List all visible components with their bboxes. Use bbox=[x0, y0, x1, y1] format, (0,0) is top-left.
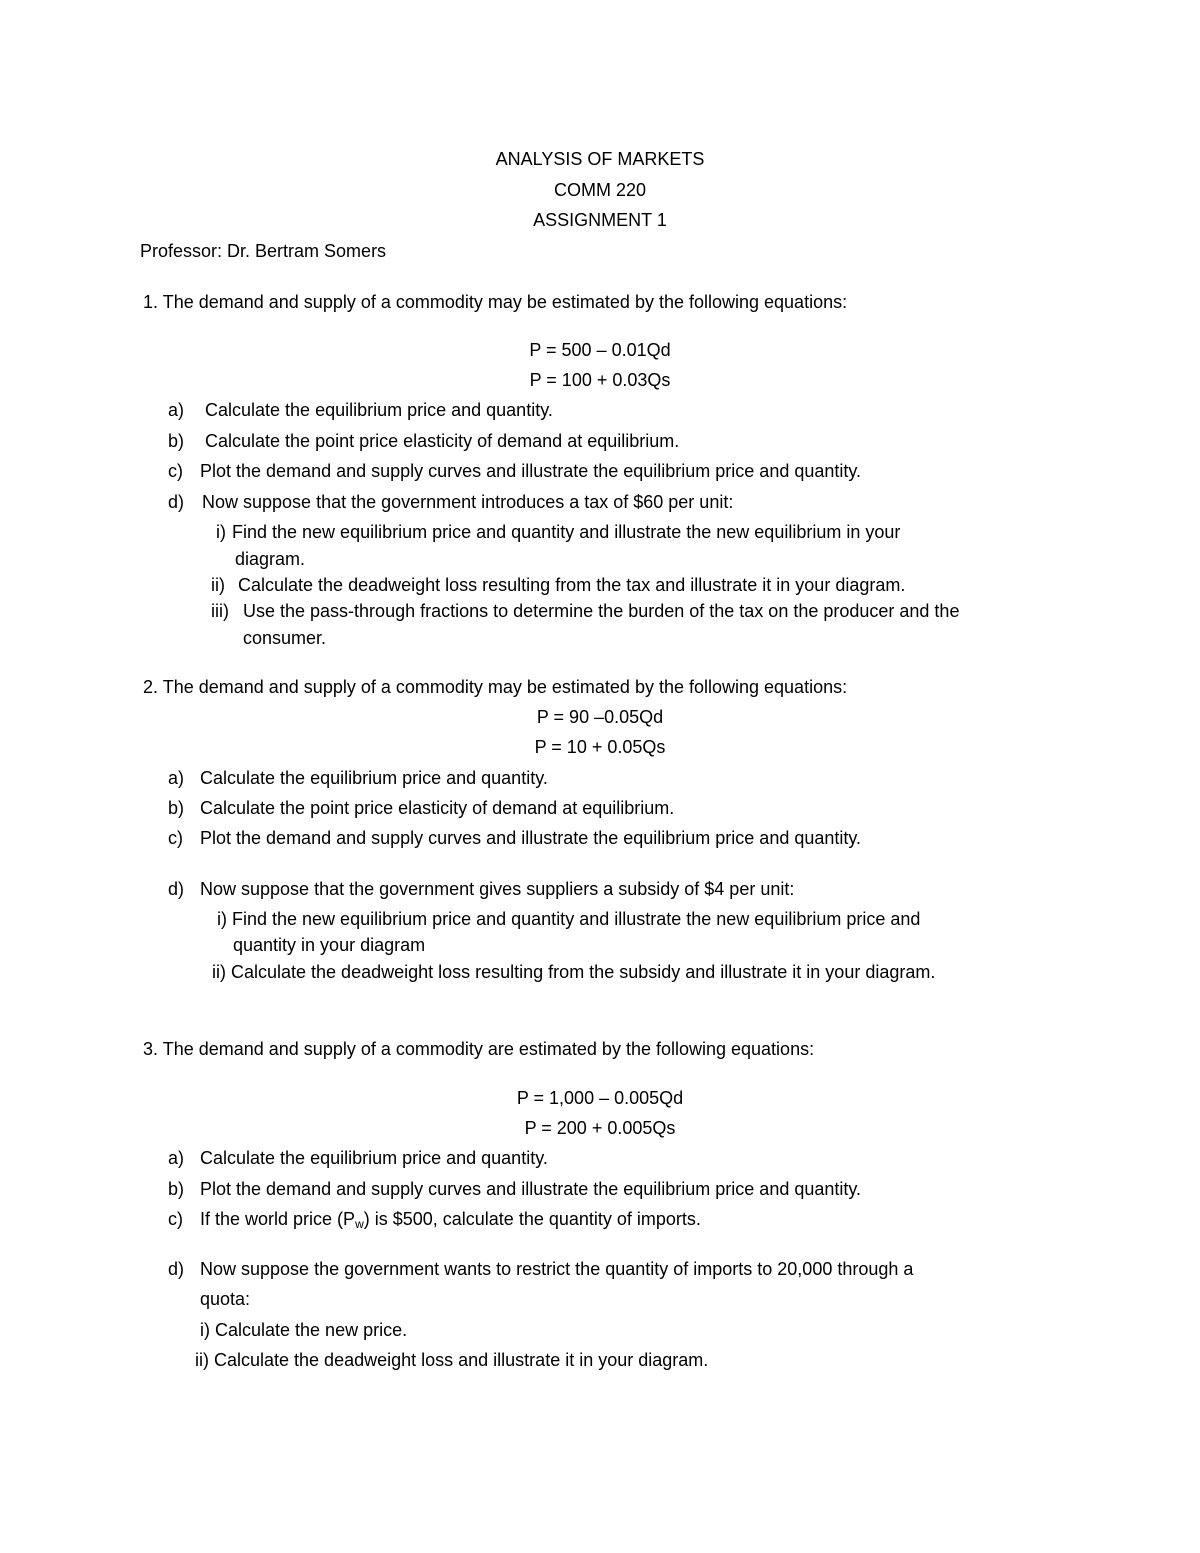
professor-line: Professor: Dr. Bertram Somers bbox=[140, 241, 387, 261]
q1-demand-equation: P = 500 – 0.01Qd bbox=[529, 340, 671, 360]
q2-stem-line bbox=[143, 676, 847, 698]
q1-d-iii-label: iii) bbox=[211, 601, 229, 621]
q3-c-label: c) bbox=[168, 1209, 183, 1229]
q1-stem: The demand and supply of a commodity may be estimated by the following equations: bbox=[162, 292, 848, 312]
q3-a-label: a) bbox=[168, 1148, 185, 1168]
q1-d-ii-label: ii) bbox=[211, 575, 225, 595]
q3-d-text-2: quota: bbox=[200, 1289, 251, 1309]
q3-c-subscript: w bbox=[355, 1217, 364, 1231]
q1-a-label: a) bbox=[168, 400, 185, 420]
q3-c-text bbox=[200, 1208, 701, 1230]
q1-d-iii-text-2: consumer. bbox=[243, 628, 327, 648]
q1-number: 1. bbox=[143, 292, 159, 312]
q2-d-i-text-1: i) Find the new equilibrium price and quantity and illustrate the new equilibrium price and bbox=[217, 909, 921, 929]
q2-d-text: Now suppose that the government gives suppliers a subsidy of $4 per unit: bbox=[200, 879, 795, 899]
q1-c-text: Plot the demand and supply curves and illustrate the equilibrium price and quantity. bbox=[200, 461, 862, 481]
assignment-title: ASSIGNMENT 1 bbox=[533, 210, 667, 230]
q3-d-label: d) bbox=[168, 1259, 185, 1279]
q3-supply-equation: P = 200 + 0.005Qs bbox=[524, 1118, 676, 1138]
q1-d-text: Now suppose that the government introduces a tax of $60 per unit: bbox=[202, 492, 734, 512]
q1-supply-equation: P = 100 + 0.03Qs bbox=[529, 370, 671, 390]
q1-d-iii-text-1: Use the pass-through fractions to determine the burden of the tax on the producer and the bbox=[243, 601, 960, 621]
q1-a-text: Calculate the equilibrium price and quantity. bbox=[205, 400, 553, 420]
q1-stem-line bbox=[143, 291, 847, 313]
q3-b-text: Plot the demand and supply curves and illustrate the equilibrium price and quantity. bbox=[200, 1179, 862, 1199]
q3-b-label: b) bbox=[168, 1179, 185, 1199]
q2-a-label: a) bbox=[168, 768, 185, 788]
q3-number: 3. bbox=[143, 1039, 159, 1059]
q3-c-text-post: ) is $500, calculate the quantity of imports. bbox=[363, 1209, 701, 1229]
q3-demand-equation: P = 1,000 – 0.005Qd bbox=[516, 1088, 684, 1108]
q1-c-label: c) bbox=[168, 461, 183, 481]
q2-d-ii-text: ii) Calculate the deadweight loss resulting from the subsidy and illustrate it in your diagram. bbox=[212, 962, 936, 982]
q1-d-label: d) bbox=[168, 492, 185, 512]
q2-number: 2. bbox=[143, 677, 159, 697]
q3-stem: The demand and supply of a commodity are estimated by the following equations: bbox=[162, 1039, 815, 1059]
q3-d-text-1: Now suppose the government wants to restrict the quantity of imports to 20,000 through a bbox=[200, 1259, 914, 1279]
q3-d-ii-text: ii) Calculate the deadweight loss and illustrate it in your diagram. bbox=[195, 1350, 709, 1370]
q2-a-text: Calculate the equilibrium price and quantity. bbox=[200, 768, 548, 788]
q1-b-label: b) bbox=[168, 431, 185, 451]
q3-a-text: Calculate the equilibrium price and quantity. bbox=[200, 1148, 548, 1168]
q3-c-text-pre: If the world price (P bbox=[200, 1209, 356, 1229]
document-title: ANALYSIS OF MARKETS bbox=[495, 149, 705, 169]
q2-c-text: Plot the demand and supply curves and illustrate the equilibrium price and quantity. bbox=[200, 828, 862, 848]
q1-d-i-text-1: Find the new equilibrium price and quantity and illustrate the new equilibrium in your bbox=[232, 522, 901, 542]
q2-d-i-text-2: quantity in your diagram bbox=[233, 935, 426, 955]
q2-supply-equation: P = 10 + 0.05Qs bbox=[534, 737, 666, 757]
q2-c-label: c) bbox=[168, 828, 183, 848]
q1-b-text: Calculate the point price elasticity of demand at equilibrium. bbox=[205, 431, 680, 451]
course-code: COMM 220 bbox=[553, 180, 647, 200]
q2-b-text: Calculate the point price elasticity of demand at equilibrium. bbox=[200, 798, 675, 818]
q1-d-i-text-2: diagram. bbox=[235, 549, 306, 569]
q3-stem-line bbox=[143, 1038, 814, 1060]
q2-d-label: d) bbox=[168, 879, 185, 899]
q3-d-i-text: i) Calculate the new price. bbox=[200, 1320, 408, 1340]
q1-d-ii-text: Calculate the deadweight loss resulting from the tax and illustrate it in your diagram. bbox=[238, 575, 906, 595]
q2-stem: The demand and supply of a commodity may be estimated by the following equations: bbox=[162, 677, 848, 697]
q2-b-label: b) bbox=[168, 798, 185, 818]
q1-d-i-label: i) bbox=[216, 522, 226, 542]
q2-demand-equation: P = 90 –0.05Qd bbox=[536, 707, 664, 727]
